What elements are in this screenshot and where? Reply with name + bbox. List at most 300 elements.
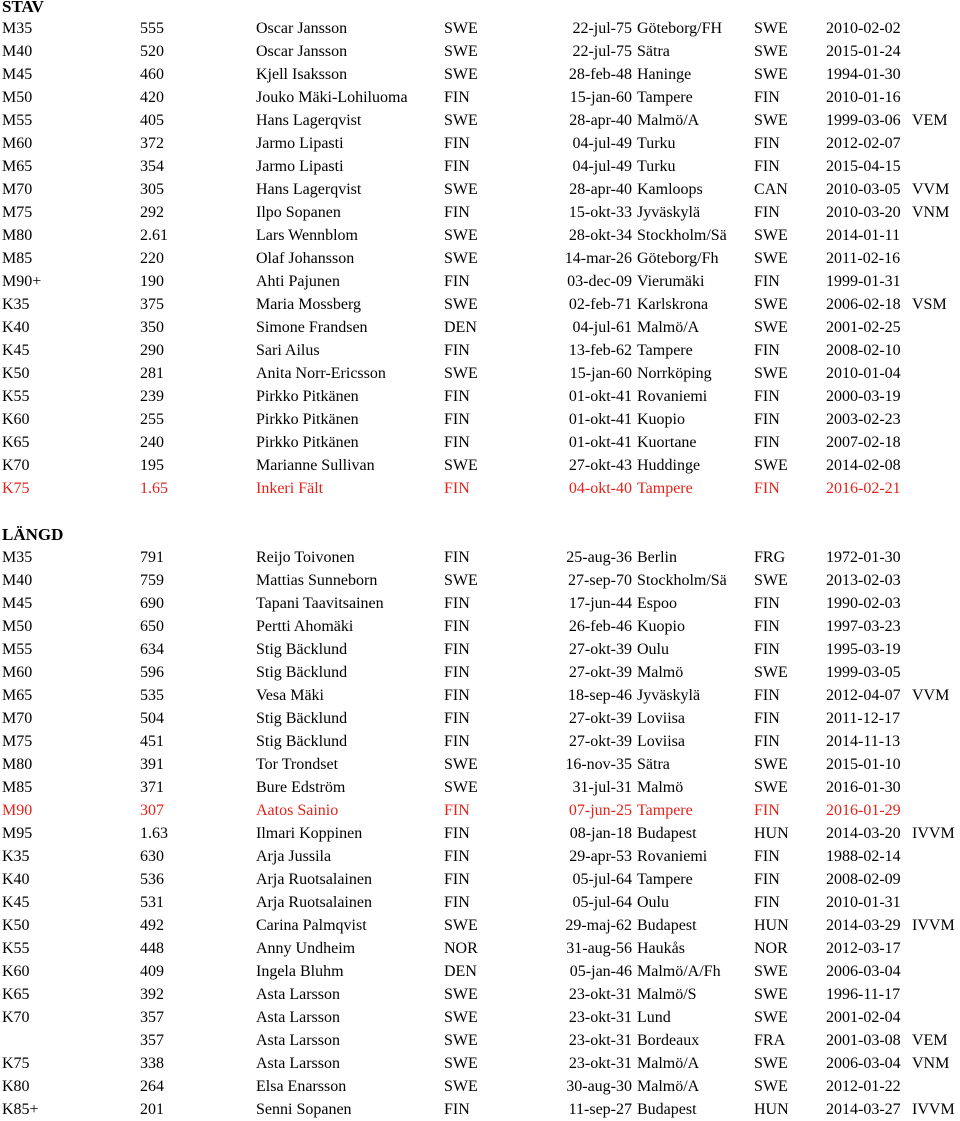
venue-country-cell: SWE <box>754 20 788 37</box>
nationality-cell: FIN <box>444 89 470 106</box>
result-cell: 357 <box>140 1009 164 1026</box>
birth-date-cell: 04-jul-49 <box>572 135 632 152</box>
record-date-cell: 2011-02-16 <box>826 250 901 267</box>
venue-country-cell: FIN <box>754 273 780 290</box>
table-row <box>0 316 960 339</box>
age-class-cell: M75 <box>2 733 33 750</box>
venue-cell: Berlin <box>637 549 677 566</box>
result-cell: 350 <box>140 319 164 336</box>
result-cell: 281 <box>140 365 164 382</box>
venue-cell: Malmö <box>637 779 684 796</box>
birth-date-cell: 30-aug-30 <box>566 1078 632 1095</box>
athlete-name-cell: Oscar Jansson <box>256 43 348 60</box>
birth-date-cell: 01-okt-41 <box>568 434 632 451</box>
result-cell: 596 <box>140 664 164 681</box>
table-row <box>0 822 960 845</box>
nationality-cell: NOR <box>444 940 478 957</box>
venue-cell: Kuortane <box>637 434 697 451</box>
nationality-cell: FIN <box>444 687 470 704</box>
result-cell: 535 <box>140 687 164 704</box>
table-row <box>0 431 960 454</box>
birth-date-cell: 28-apr-40 <box>569 181 632 198</box>
venue-cell: Oulu <box>637 641 669 658</box>
venue-country-cell: SWE <box>754 112 788 129</box>
age-class-cell: K50 <box>2 365 30 382</box>
venue-country-cell: FIN <box>754 687 780 704</box>
venue-country-cell: SWE <box>754 756 788 773</box>
record-date-cell: 1999-03-06 <box>826 112 901 129</box>
result-cell: 634 <box>140 641 164 658</box>
record-date-cell: 2014-03-20 <box>826 825 901 842</box>
record-date-cell: 2012-02-07 <box>826 135 901 152</box>
birth-date-cell: 27-okt-39 <box>568 664 632 681</box>
nationality-cell: FIN <box>444 411 470 428</box>
venue-cell: Espoo <box>637 595 677 612</box>
age-class-cell: K55 <box>2 940 30 957</box>
age-class-cell: M65 <box>2 687 33 704</box>
record-date-cell: 1995-03-19 <box>826 641 901 658</box>
record-date-cell: 1999-03-05 <box>826 664 901 681</box>
venue-country-cell: SWE <box>754 1078 788 1095</box>
nationality-cell: FIN <box>444 388 470 405</box>
record-date-cell: 2015-01-24 <box>826 43 901 60</box>
birth-date-cell: 25-aug-36 <box>566 549 632 566</box>
venue-cell: Turku <box>637 158 676 175</box>
championship-note-cell: VVM <box>912 181 950 198</box>
venue-country-cell: FIN <box>754 802 780 819</box>
venue-country-cell: CAN <box>754 181 788 198</box>
athlete-name-cell: Pirkko Pitkänen <box>256 388 359 405</box>
table-row <box>0 40 960 63</box>
venue-cell: Tampere <box>637 89 693 106</box>
nationality-cell: FIN <box>444 434 470 451</box>
table-row <box>0 592 960 615</box>
birth-date-cell: 02-feb-71 <box>568 296 632 313</box>
nationality-cell: SWE <box>444 917 478 934</box>
table-row <box>0 408 960 431</box>
birth-date-cell: 27-okt-39 <box>568 641 632 658</box>
nationality-cell: FIN <box>444 273 470 290</box>
birth-date-cell: 15-jan-60 <box>569 365 632 382</box>
venue-cell: Malmö/A/Fh <box>637 963 721 980</box>
venue-country-cell: SWE <box>754 779 788 796</box>
athlete-name-cell: Stig Bäcklund <box>256 641 348 658</box>
table-row <box>0 339 960 362</box>
venue-country-cell: FIN <box>754 135 780 152</box>
venue-country-cell: FIN <box>754 595 780 612</box>
record-date-cell: 2008-02-10 <box>826 342 901 359</box>
venue-country-cell: SWE <box>754 963 788 980</box>
table-row <box>0 569 960 592</box>
athlete-name-cell: Ahti Pajunen <box>256 273 340 290</box>
age-class-cell: K45 <box>2 894 30 911</box>
age-class-cell: K55 <box>2 388 30 405</box>
result-cell: 264 <box>140 1078 164 1095</box>
nationality-cell: SWE <box>444 250 478 267</box>
nationality-cell: SWE <box>444 457 478 474</box>
venue-cell: Jyväskylä <box>637 204 701 221</box>
record-date-cell: 2008-02-09 <box>826 871 901 888</box>
result-cell: 451 <box>140 733 164 750</box>
venue-cell: Kuopio <box>637 618 685 635</box>
nationality-cell: FIN <box>444 595 470 612</box>
championship-note-cell: VEM <box>912 1032 948 1049</box>
athlete-name-cell: Hans Lagerqvist <box>256 181 362 198</box>
result-cell: 290 <box>140 342 164 359</box>
nationality-cell: FIN <box>444 710 470 727</box>
result-cell: 531 <box>140 894 164 911</box>
table-row <box>0 17 960 40</box>
table-row <box>0 1098 960 1121</box>
venue-cell: Oulu <box>637 894 669 911</box>
result-cell: 292 <box>140 204 164 221</box>
athlete-name-cell: Senni Sopanen <box>256 1101 352 1118</box>
nationality-cell: SWE <box>444 1078 478 1095</box>
record-date-cell: 1996-11-17 <box>826 986 901 1003</box>
age-class-cell: M60 <box>2 664 33 681</box>
record-date-cell: 2010-03-20 <box>826 204 901 221</box>
venue-country-cell: FIN <box>754 618 780 635</box>
record-date-cell: 2001-02-04 <box>826 1009 901 1026</box>
table-row <box>0 293 960 316</box>
nationality-cell: FIN <box>444 733 470 750</box>
birth-date-cell: 07-jun-25 <box>568 802 632 819</box>
venue-country-cell: SWE <box>754 227 788 244</box>
nationality-cell: DEN <box>444 319 477 336</box>
age-class-cell: M45 <box>2 595 33 612</box>
age-class-cell: K80 <box>2 1078 30 1095</box>
nationality-cell: SWE <box>444 572 478 589</box>
birth-date-cell: 11-sep-27 <box>568 1101 632 1118</box>
result-cell: 690 <box>140 595 164 612</box>
venue-country-cell: FIN <box>754 894 780 911</box>
age-class-cell: M80 <box>2 227 33 244</box>
record-date-cell: 1988-02-14 <box>826 848 901 865</box>
record-date-cell: 2016-01-29 <box>826 802 901 819</box>
record-date-cell: 2014-01-11 <box>826 227 901 244</box>
nationality-cell: SWE <box>444 1032 478 1049</box>
age-class-cell: M65 <box>2 158 33 175</box>
age-class-cell: M85 <box>2 250 33 267</box>
age-class-cell: M80 <box>2 756 33 773</box>
venue-cell: Stockholm/Sä <box>637 227 727 244</box>
birth-date-cell: 04-okt-40 <box>568 480 632 497</box>
nationality-cell: FIN <box>444 135 470 152</box>
birth-date-cell: 14-mar-26 <box>564 250 632 267</box>
venue-cell: Malmö/A <box>637 112 700 129</box>
birth-date-cell: 27-okt-43 <box>568 457 632 474</box>
athlete-name-cell: Inkeri Fält <box>256 480 324 497</box>
records-table-stav <box>0 17 960 500</box>
venue-cell: Huddinge <box>637 457 701 474</box>
venue-cell: Kamloops <box>637 181 703 198</box>
athlete-name-cell: Asta Larsson <box>256 1009 340 1026</box>
result-cell: 307 <box>140 802 164 819</box>
birth-date-cell: 05-jan-46 <box>569 963 632 980</box>
athlete-name-cell: Asta Larsson <box>256 986 340 1003</box>
athlete-name-cell: Mattias Sunneborn <box>256 572 378 589</box>
birth-date-cell: 15-jan-60 <box>569 89 632 106</box>
venue-country-cell: HUN <box>754 825 789 842</box>
venue-cell: Budapest <box>637 917 697 934</box>
birth-date-cell: 29-maj-62 <box>565 917 632 934</box>
birth-date-cell: 04-jul-61 <box>572 319 632 336</box>
athlete-name-cell: Maria Mossberg <box>256 296 362 313</box>
table-row <box>0 684 960 707</box>
nationality-cell: FIN <box>444 549 470 566</box>
section-title-stav: STAV <box>2 0 44 16</box>
result-cell: 1.65 <box>140 480 168 497</box>
age-class-cell: M40 <box>2 43 33 60</box>
result-cell: 338 <box>140 1055 164 1072</box>
birth-date-cell: 01-okt-41 <box>568 388 632 405</box>
venue-cell: Göteborg/Fh <box>637 250 719 267</box>
record-date-cell: 2015-01-10 <box>826 756 901 773</box>
venue-cell: Loviisa <box>637 710 685 727</box>
birth-date-cell: 26-feb-46 <box>568 618 632 635</box>
nationality-cell: SWE <box>444 66 478 83</box>
venue-cell: Lund <box>637 1009 671 1026</box>
venue-country-cell: SWE <box>754 296 788 313</box>
venue-cell: Stockholm/Sä <box>637 572 727 589</box>
nationality-cell: FIN <box>444 664 470 681</box>
table-row <box>0 914 960 937</box>
table-row <box>0 247 960 270</box>
venue-cell: Tampere <box>637 480 693 497</box>
table-row <box>0 707 960 730</box>
athlete-name-cell: Pertti Ahomäki <box>256 618 354 635</box>
age-class-cell: M90 <box>2 802 33 819</box>
birth-date-cell: 28-apr-40 <box>569 112 632 129</box>
result-cell: 492 <box>140 917 164 934</box>
nationality-cell: FIN <box>444 641 470 658</box>
venue-cell: Budapest <box>637 1101 697 1118</box>
nationality-cell: FIN <box>444 802 470 819</box>
athlete-name-cell: Marianne Sullivan <box>256 457 375 474</box>
nationality-cell: FIN <box>444 342 470 359</box>
result-cell: 2.61 <box>140 227 168 244</box>
birth-date-cell: 05-jul-64 <box>572 894 632 911</box>
record-date-cell: 2016-01-30 <box>826 779 901 796</box>
nationality-cell: FIN <box>444 825 470 842</box>
result-cell: 220 <box>140 250 164 267</box>
table-row <box>0 63 960 86</box>
result-cell: 372 <box>140 135 164 152</box>
age-class-cell: K65 <box>2 434 30 451</box>
nationality-cell: SWE <box>444 112 478 129</box>
record-date-cell: 2001-03-08 <box>826 1032 901 1049</box>
nationality-cell: FIN <box>444 1101 470 1118</box>
venue-country-cell: SWE <box>754 43 788 60</box>
age-class-cell: K60 <box>2 963 30 980</box>
table-row <box>0 477 960 500</box>
age-class-cell: K70 <box>2 1009 30 1026</box>
record-date-cell: 2014-03-27 <box>826 1101 901 1118</box>
venue-country-cell: FIN <box>754 480 780 497</box>
record-date-cell: 1972-01-30 <box>826 549 901 566</box>
record-date-cell: 2014-02-08 <box>826 457 901 474</box>
age-class-cell: M95 <box>2 825 33 842</box>
age-class-cell: K75 <box>2 480 30 497</box>
table-row <box>0 1029 960 1052</box>
result-cell: 1.63 <box>140 825 168 842</box>
age-class-cell: K35 <box>2 296 30 313</box>
venue-country-cell: SWE <box>754 457 788 474</box>
age-class-cell: M70 <box>2 181 33 198</box>
venue-cell: Malmö/A <box>637 319 700 336</box>
table-row <box>0 753 960 776</box>
venue-cell: Rovaniemi <box>637 388 708 405</box>
athlete-name-cell: Oscar Jansson <box>256 20 348 37</box>
athlete-name-cell: Carina Palmqvist <box>256 917 367 934</box>
venue-country-cell: FRA <box>754 1032 786 1049</box>
result-cell: 190 <box>140 273 164 290</box>
age-class-cell: K65 <box>2 986 30 1003</box>
nationality-cell: SWE <box>444 227 478 244</box>
table-row <box>0 845 960 868</box>
athlete-name-cell: Ilmari Koppinen <box>256 825 363 842</box>
venue-country-cell: FIN <box>754 411 780 428</box>
table-row <box>0 1006 960 1029</box>
nationality-cell: SWE <box>444 20 478 37</box>
venue-country-cell: FIN <box>754 733 780 750</box>
athlete-name-cell: Asta Larsson <box>256 1055 340 1072</box>
table-row <box>0 132 960 155</box>
venue-cell: Budapest <box>637 825 697 842</box>
nationality-cell: SWE <box>444 986 478 1003</box>
table-row <box>0 454 960 477</box>
table-row <box>0 983 960 1006</box>
birth-date-cell: 23-okt-31 <box>568 986 632 1003</box>
venue-cell: Tampere <box>637 802 693 819</box>
birth-date-cell: 22-jul-75 <box>572 20 632 37</box>
birth-date-cell: 23-okt-31 <box>568 1009 632 1026</box>
age-class-cell: M75 <box>2 204 33 221</box>
record-date-cell: 2000-03-19 <box>826 388 901 405</box>
athlete-name-cell: Arja Jussila <box>256 848 332 865</box>
record-date-cell: 1994-01-30 <box>826 66 901 83</box>
table-row <box>0 385 960 408</box>
record-date-cell: 2012-01-22 <box>826 1078 901 1095</box>
championship-note-cell: IVVM <box>912 825 955 842</box>
nationality-cell: SWE <box>444 756 478 773</box>
venue-country-cell: SWE <box>754 572 788 589</box>
result-cell: 630 <box>140 848 164 865</box>
records-table-langd <box>0 546 960 1121</box>
result-cell: 195 <box>140 457 164 474</box>
venue-country-cell: HUN <box>754 1101 789 1118</box>
athlete-name-cell: Reijo Toivonen <box>256 549 355 566</box>
birth-date-cell: 04-jul-49 <box>572 158 632 175</box>
birth-date-cell: 23-okt-31 <box>568 1032 632 1049</box>
result-cell: 391 <box>140 756 164 773</box>
athlete-name-cell: Tor Trondset <box>256 756 339 773</box>
result-cell: 354 <box>140 158 164 175</box>
nationality-cell: FIN <box>444 894 470 911</box>
birth-date-cell: 22-jul-75 <box>572 43 632 60</box>
birth-date-cell: 03-dec-09 <box>567 273 632 290</box>
table-row <box>0 155 960 178</box>
record-date-cell: 2015-04-15 <box>826 158 901 175</box>
record-date-cell: 2010-03-05 <box>826 181 901 198</box>
venue-cell: Sätra <box>637 756 670 773</box>
athlete-name-cell: Anita Norr-Ericsson <box>256 365 386 382</box>
table-row <box>0 799 960 822</box>
birth-date-cell: 08-jan-18 <box>569 825 632 842</box>
venue-country-cell: FIN <box>754 89 780 106</box>
venue-country-cell: FIN <box>754 848 780 865</box>
nationality-cell: SWE <box>444 779 478 796</box>
athlete-name-cell: Elsa Enarsson <box>256 1078 347 1095</box>
championship-note-cell: VSM <box>912 296 947 313</box>
venue-country-cell: FIN <box>754 710 780 727</box>
result-cell: 371 <box>140 779 164 796</box>
age-class-cell: M90+ <box>2 273 42 290</box>
championship-note-cell: VNM <box>912 204 950 221</box>
venue-country-cell: HUN <box>754 917 789 934</box>
athlete-name-cell: Jarmo Lipasti <box>256 135 344 152</box>
table-row <box>0 615 960 638</box>
result-cell: 520 <box>140 43 164 60</box>
venue-cell: Malmö/A <box>637 1078 700 1095</box>
age-class-cell: K35 <box>2 848 30 865</box>
nationality-cell: SWE <box>444 365 478 382</box>
table-row <box>0 937 960 960</box>
venue-cell: Tampere <box>637 342 693 359</box>
record-date-cell: 2006-03-04 <box>826 1055 901 1072</box>
athlete-name-cell: Jarmo Lipasti <box>256 158 344 175</box>
venue-cell: Turku <box>637 135 676 152</box>
table-row <box>0 224 960 247</box>
nationality-cell: FIN <box>444 158 470 175</box>
result-cell: 201 <box>140 1101 164 1118</box>
championship-note-cell: IVVM <box>912 1101 955 1118</box>
venue-country-cell: FIN <box>754 388 780 405</box>
venue-country-cell: FIN <box>754 871 780 888</box>
record-date-cell: 2010-01-31 <box>826 894 901 911</box>
athlete-name-cell: Pirkko Pitkänen <box>256 434 359 451</box>
athlete-name-cell: Ilpo Sopanen <box>256 204 341 221</box>
record-date-cell: 2012-04-07 <box>826 687 901 704</box>
record-date-cell: 2012-03-17 <box>826 940 901 957</box>
age-class-cell: M40 <box>2 572 33 589</box>
result-cell: 392 <box>140 986 164 1003</box>
result-cell: 240 <box>140 434 164 451</box>
venue-country-cell: FIN <box>754 204 780 221</box>
venue-cell: Norrköping <box>637 365 712 382</box>
table-row <box>0 178 960 201</box>
birth-date-cell: 27-okt-39 <box>568 710 632 727</box>
age-class-cell: M55 <box>2 112 33 129</box>
result-cell: 460 <box>140 66 164 83</box>
nationality-cell: FIN <box>444 618 470 635</box>
athlete-name-cell: Arja Ruotsalainen <box>256 871 372 888</box>
result-cell: 650 <box>140 618 164 635</box>
venue-country-cell: FRG <box>754 549 786 566</box>
age-class-cell: M35 <box>2 20 33 37</box>
age-class-cell: K50 <box>2 917 30 934</box>
table-row <box>0 546 960 569</box>
age-class-cell: K40 <box>2 871 30 888</box>
table-row <box>0 86 960 109</box>
result-cell: 504 <box>140 710 164 727</box>
venue-country-cell: FIN <box>754 641 780 658</box>
athlete-name-cell: Sari Ailus <box>256 342 320 359</box>
venue-cell: Malmö/A <box>637 1055 700 1072</box>
birth-date-cell: 05-jul-64 <box>572 871 632 888</box>
age-class-cell: M60 <box>2 135 33 152</box>
athlete-name-cell: Simone Frandsen <box>256 319 368 336</box>
